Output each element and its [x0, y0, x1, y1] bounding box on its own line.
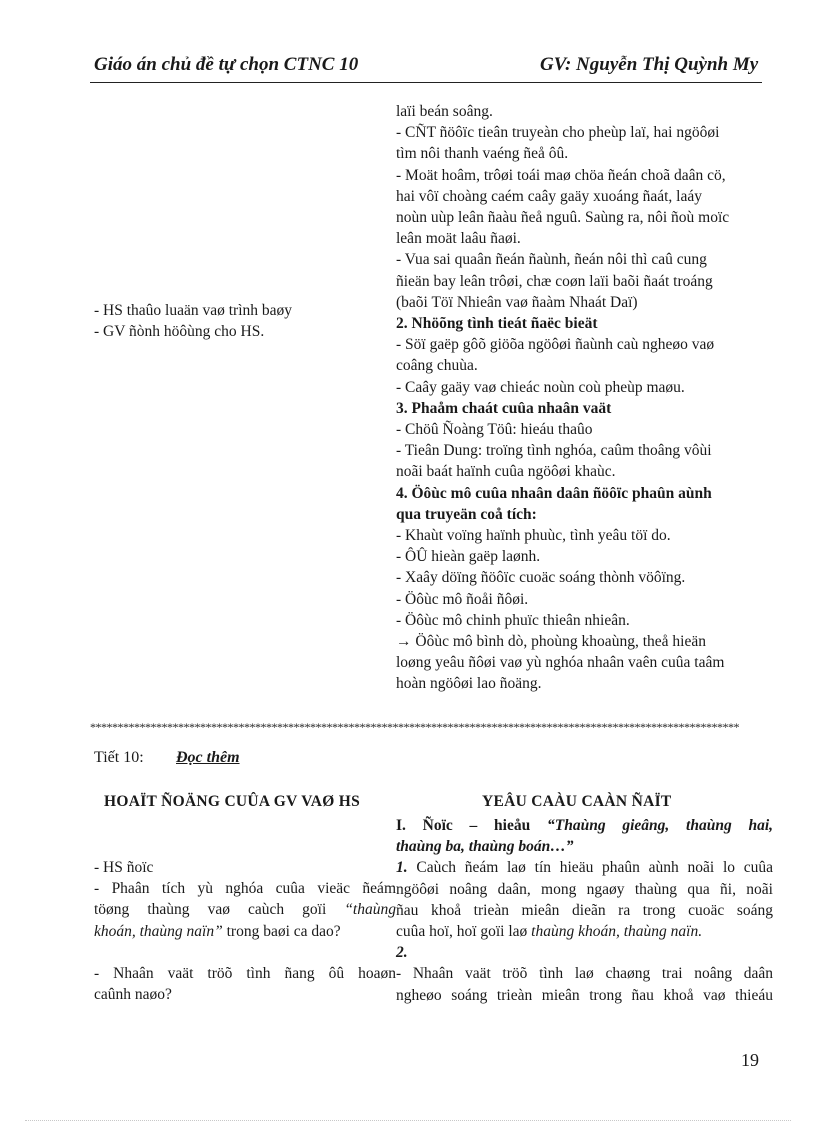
item-line — [396, 921, 773, 942]
left-italic-text: “thaùng — [344, 901, 396, 919]
lesson-title: Đọc thêm — [176, 749, 240, 766]
left-line: - GV ñònh höôùng cho HS. — [94, 323, 265, 341]
page-number: 19 — [741, 1050, 759, 1070]
section-heading: 2. Nhöõng tình tieát ñaëc bieät — [396, 315, 598, 333]
left-line: caûnh naøo? — [94, 986, 172, 1004]
top-left-column — [94, 300, 384, 342]
right-line: - Khaùt voïng haïnh phuùc, tình yeâu töï do. — [396, 527, 671, 545]
right-line: - Söï gaëp gôõ giöõa ngöôøi ñaùnh caù ngheøo vaø — [396, 336, 715, 354]
header-course-title: Giáo án chủ đề tự chọn CTNC 10 — [94, 54, 359, 75]
spacer — [94, 942, 396, 963]
right-line: - Öôùc mô chinh phuïc thieân nhieân. — [396, 611, 630, 629]
item-line: ngheøo soáng trieàn mieân trong ñau khoå vaø thieáu — [396, 986, 773, 1004]
item-italic-text: thaùng khoán, thaùng naïn. — [531, 923, 703, 941]
right-line: leân moät laâu ñaøi. — [396, 230, 521, 248]
right-line: - ÔÛ hieàn gaëp laønh. — [396, 548, 541, 566]
left-italic-text: khoán, thaùng naïn” — [94, 922, 223, 940]
header-teacher: GV: Nguyễn Thị Quỳnh My — [540, 54, 759, 75]
right-line: - Öôùc mô ñoåi ñôøi. — [396, 590, 529, 608]
section-heading: qua truyeän coå tích: — [396, 505, 537, 523]
left-text: trong baøi ca dao? — [222, 922, 341, 940]
right-line: laïi beán soâng. — [396, 103, 493, 120]
right-line: tìm nôi thanh vaéng ñeå ôû. — [396, 145, 569, 163]
right-line: ñieän bay leân trôøi, chæ coøn laïi baõi ñaát troáng — [396, 272, 713, 290]
item-text: Caùch ñeám laø tín hieäu phaûn aùnh noãi lo cuûa — [416, 859, 773, 877]
right-line: - Vua sai quaân ñeán ñaùnh, ñeán nôi thì caû cung — [396, 251, 707, 269]
right-line: (baõi Töï Nhieân vaø ñaàm Nhaát Daï) — [396, 293, 638, 311]
reading-heading-label: I. Ñoïc – hieåu — [396, 817, 531, 834]
header-rule — [90, 82, 762, 83]
item-number: 1. — [396, 859, 408, 877]
item-text: cuûa hoï, hoï goïi laø — [396, 923, 532, 941]
right-line: loøng yeâu ñôøi vaø yù nghóa nhaân vaên cuûa taâm — [396, 654, 725, 672]
item-line: - Nhaân vaät tröõ tình laø chaøng trai noâng daân — [396, 965, 773, 983]
poem-title-part: thaùng ba, thaùng boán…” — [396, 838, 574, 856]
left-line: - HS ñoïc — [94, 859, 154, 876]
star-divider: ********************************************************************************************************************** — [90, 720, 739, 734]
item-line — [396, 857, 773, 878]
left-line — [94, 921, 396, 942]
poem-title-part: “Thaùng gieâng, thaùng hai, — [547, 817, 773, 834]
section-heading: 4. Öôùc mô cuûa nhaân daân ñöôïc phaûn aùnh — [396, 484, 712, 502]
item-line: ngöôøi noâng daân, mong ngaøy thaùng qua ñi, noãi — [396, 880, 773, 898]
lesson-label: Tiết 10: — [94, 749, 144, 766]
item-number: 2. — [396, 944, 408, 962]
right-line: - Tieân Dung: troïng tình nghóa, caûm thoâng vôùi — [396, 442, 712, 460]
right-line: - Moät hoâm, trôøi toái maø chöa ñeán choã daân cö, — [396, 166, 726, 184]
table-header-right: YEÂU CAÀU CAÀN ÑAÏT — [482, 793, 672, 810]
table-header-left: HOAÏT ÑOÄNG CUÛA GV VAØ HS — [104, 793, 360, 810]
right-line: - Caây gaäy vaø chieác noùn coù pheùp maøu. — [396, 378, 685, 396]
right-line: noãi baát haïnh cuûa ngöôøi khaùc. — [396, 463, 616, 481]
right-line: hai vôï choàng caém caây gaäy xuoáng ñaát, laáy — [396, 187, 702, 205]
left-line: - HS thaûo luaän vaø trình baøy — [94, 302, 293, 319]
left-text: töøng thaùng vaø caùch goïi — [94, 901, 345, 919]
item-line: ñau khoå trieàn mieân dieãn ra trong cuoäc soáng — [396, 901, 773, 919]
right-line: coâng chuùa. — [396, 357, 478, 375]
left-line — [94, 899, 396, 920]
top-right-column — [396, 101, 766, 695]
right-line: - Chöû Ñoàng Töû: hieáu thaûo — [396, 421, 593, 439]
right-line: hoàn ngöôøi lao ñoäng. — [396, 675, 542, 693]
bottom-left-column — [94, 857, 396, 1005]
right-line: - Xaây döïng ñöôïc cuoäc soáng thònh vöôïng. — [396, 569, 686, 587]
right-line: → Öôùc mô bình dò, phoùng khoaùng, theå hieän — [396, 633, 706, 651]
right-line: - CÑT ñöôïc tieân truyeàn cho pheùp laï, hai ngöôøi — [396, 124, 720, 142]
left-line: - Phaân tích yù nghóa cuûa vieäc ñeám — [94, 880, 396, 898]
section-heading: 3. Phaåm chaát cuûa nhaân vaät — [396, 399, 612, 417]
page-bottom-dotted-line — [25, 1120, 791, 1121]
bottom-right-column — [396, 815, 773, 1006]
right-line: noùn uùp leân ñaàu ñeå nguû. Saùng ra, nôi ñoù moïc — [396, 209, 730, 227]
left-line: - Nhaân vaät tröõ tình ñang ôû hoaøn — [94, 964, 396, 982]
lesson-heading — [94, 749, 240, 767]
reading-heading — [396, 815, 773, 836]
